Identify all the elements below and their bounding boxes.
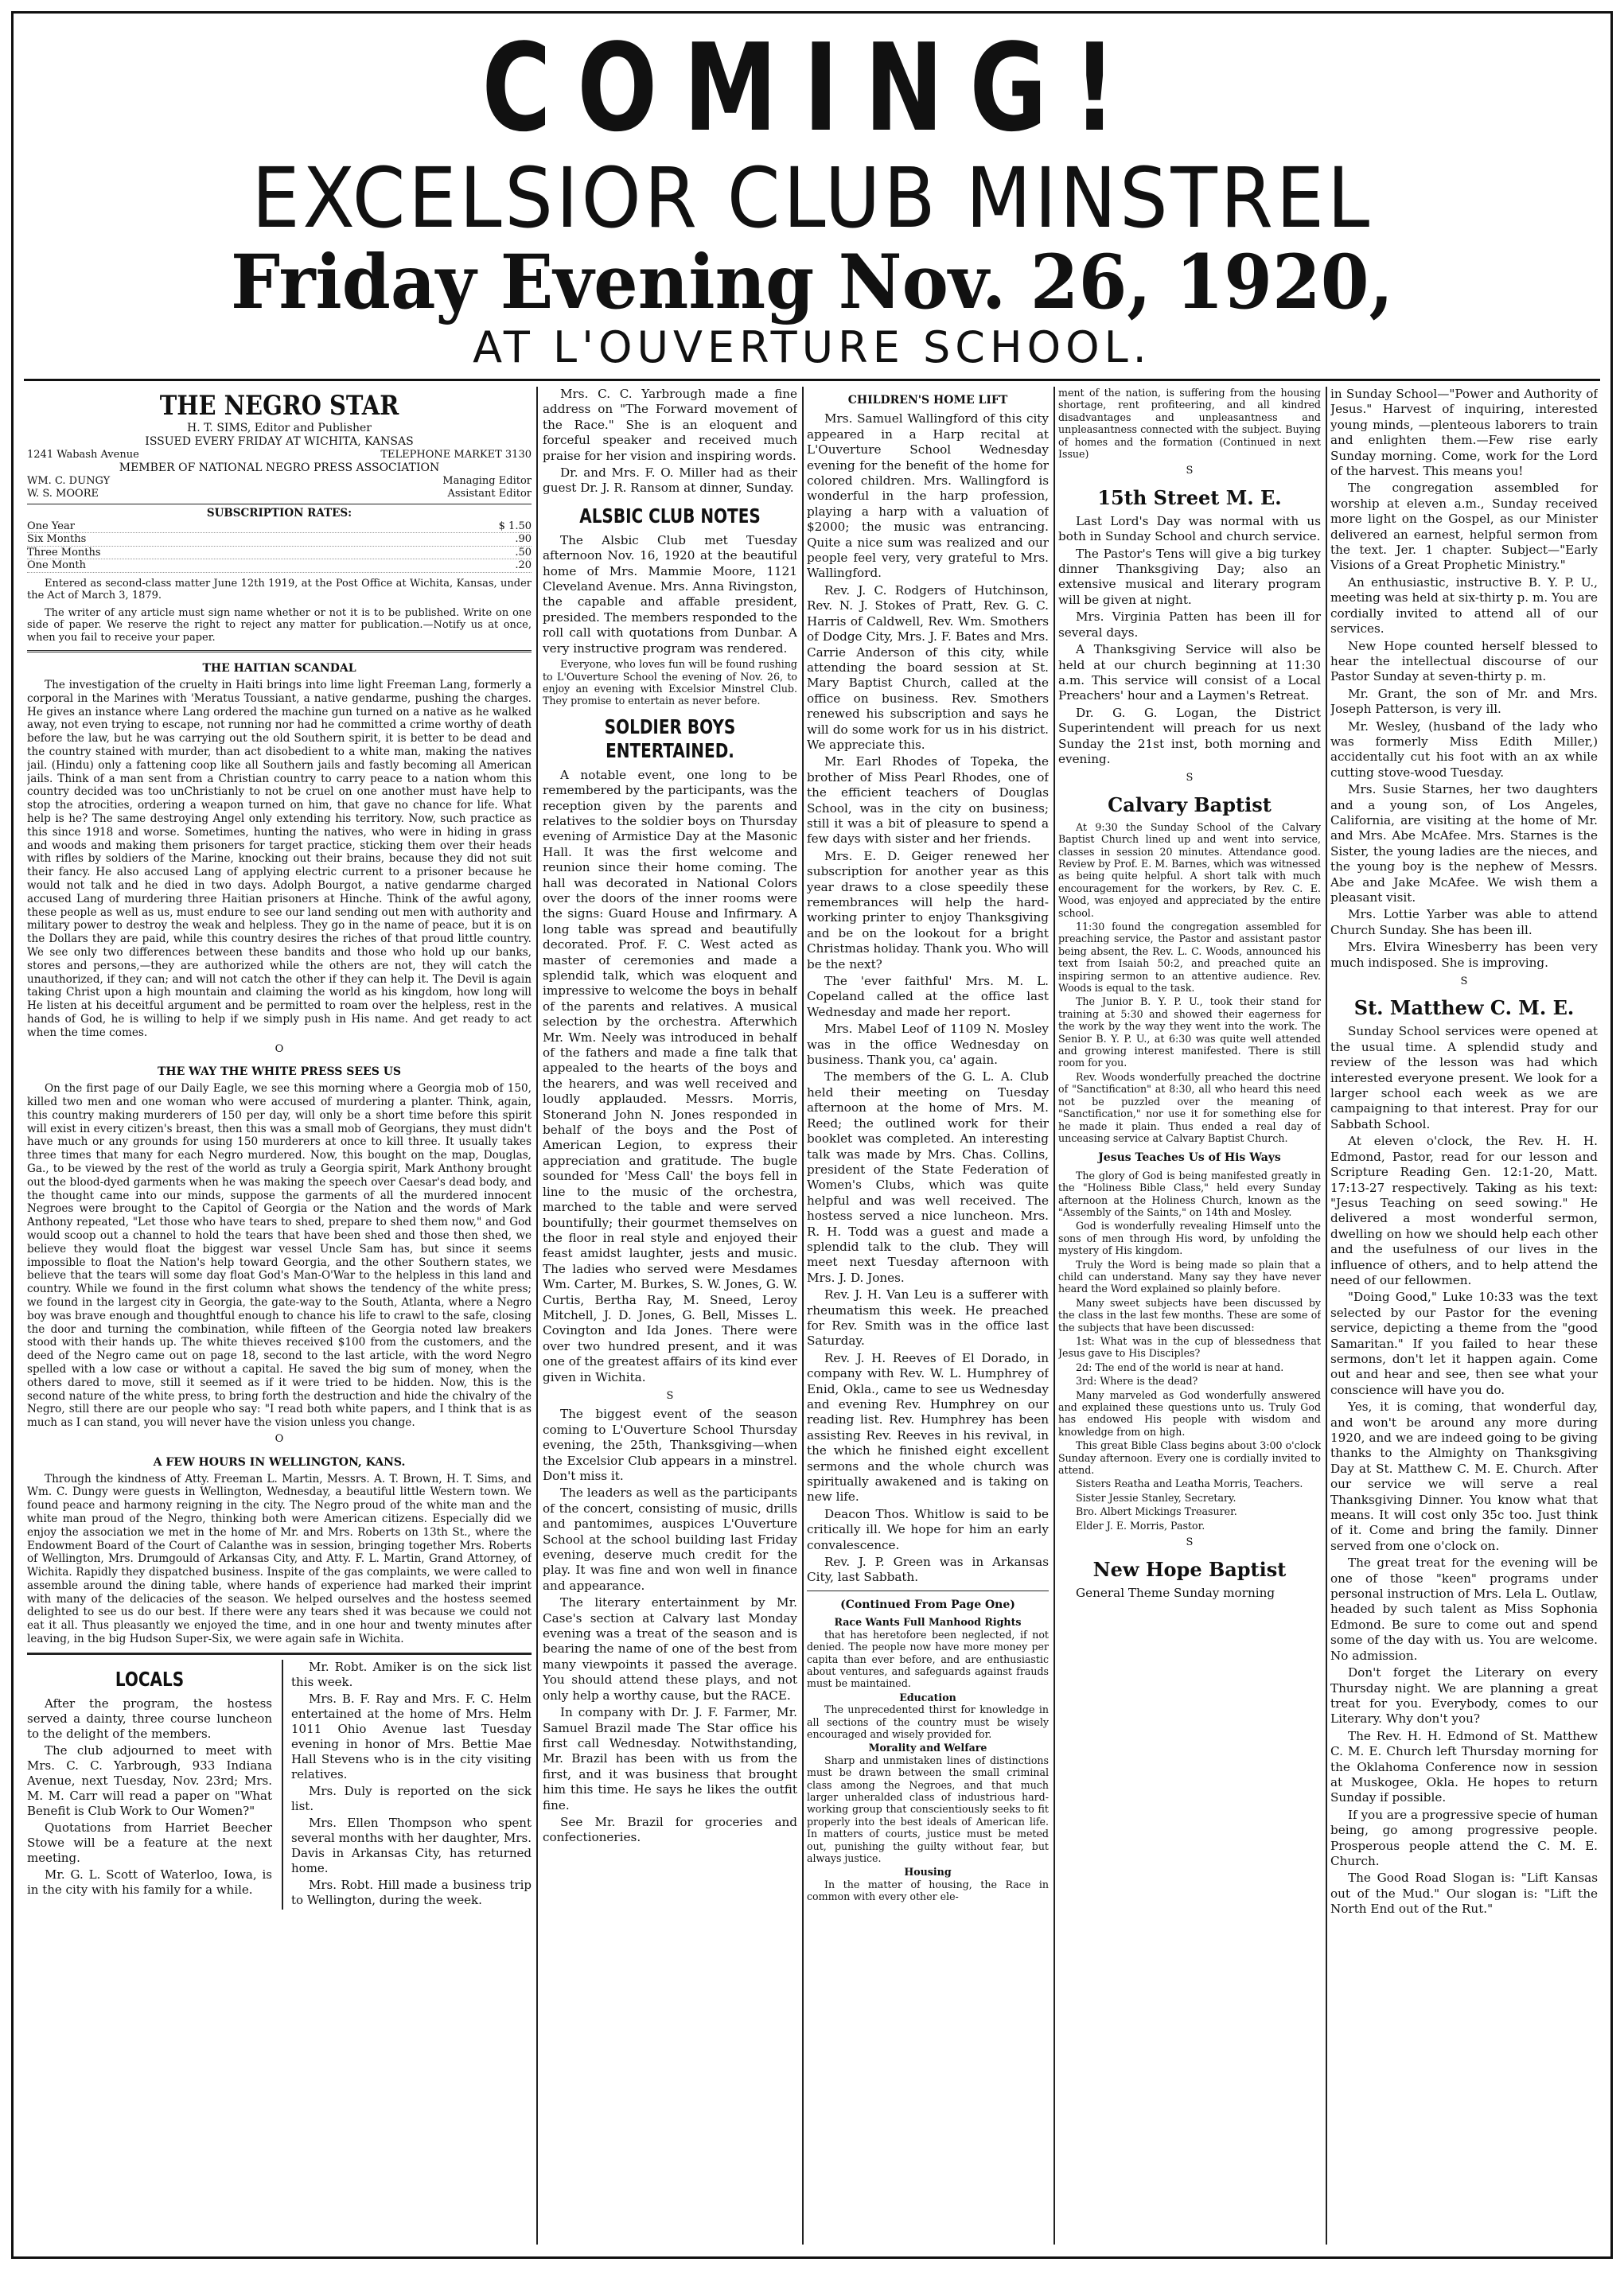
brazil-item: See Mr. Brazil for groceries and confectioneries. — [543, 1814, 797, 1845]
entered-notice: Entered as second-class matter June 12th 1919, at the Post Office at Wichita, Kansas, under the Act of March 3, 1879. — [27, 577, 532, 602]
rhodes-item: Mr. Earl Rhodes of Topeka, the brother of Miss Pearl Rhodes, one of the efficient teachers of Douglas School, was in the city on business; still it was a bit of pleasure to spend a few days with sister and her friends. — [807, 754, 1049, 847]
banner-rule — [24, 379, 1600, 381]
rates-title: SUBSCRIPTION RATES: — [27, 504, 532, 520]
rodgers-item: Rev. J. C. Rodgers of Hutchinson, Rev. N. J. Stokes of Pratt, Rev. G. C. Harris of Caldwell, Rev. Wm. Smothers of Dodge City, Mrs. J. F. Bates and Mrs. Carrie Anderson of this city, while attending the board session at St. Mary Baptist Church, called at the office on business. Rev. Smothers renewed his subscription and says he will do some work for us in his district. We appreciate this. — [807, 582, 1049, 752]
whitlow-item: Deacon Thos. Whitlow is said to be critically ill. We hope for him an early convalescence. — [807, 1506, 1049, 1552]
separator: S — [1186, 1536, 1194, 1549]
calvary-item: Rev. Woods wonderfully preached the doctrine of "Sanctification" at 8:30, all who heard this need not be puzzled over the meaning of "Sanctification," nor use it for something else for he made it plain. Thus ended a real day of unceasing service at Calvary Baptist Church. — [1058, 1070, 1321, 1144]
treat-item: The great treat for the evening will be one of those "keen" programs under personal instruction of Mrs. Lela L. Outlaw, headed by such talent as Miss Sophonia Edmond. Be sure to come out and spend some of the day with us. You are welcome. No admission. — [1330, 1556, 1598, 1663]
rate-row — [27, 547, 532, 560]
locals-title: LOCALS — [115, 1667, 185, 1691]
jesus-item: Many marveled as God wonderfully answered and explained these questions unto us. Truly God has endowed His people with wisdom and knowledge from on high. — [1058, 1388, 1321, 1438]
rate-price: $ 1.50 — [498, 520, 532, 532]
albic-note: Everyone, who loves fun will be found rushing to L'Ouverture School the evening of Nov. 26, to enjoy an evening with Excelsior Minstrel Club. They promise to entertain as never before. — [543, 658, 797, 707]
doing-good-item: "Doing Good," Luke 10:33 was the text selected by our Pastor for the evening service, depicting a theme from the "good Samaritan." If you failed to hear these sermons, don't let it happen again. Come out and hear and see, then see what your conscience will have you do. — [1330, 1290, 1598, 1397]
farmer-item: In company with Dr. J. F. Farmer, Mr. Samuel Brazil made The Star office his first call Wednesday. Notwithstanding, Mr. Brazil has been with us from the first, and it was business that brought him this time. He says he likes the outfit fine. — [543, 1705, 797, 1812]
home-lift-body: Mrs. Samuel Wallingford of this city appeared in a Harp recital at L'Ouverture School Wednesday evening for the benefit of the home for colored children. Mrs. Wallingford is wonderful in the harp profession, playing a harp with a valuation of $2000; the music was entrancing. Quite a nice sum was realized and our people feel very, very grateful to Mrs. Wallingford. — [807, 411, 1049, 581]
column-rule — [536, 387, 538, 2245]
rate-row — [27, 559, 532, 573]
new-hope-continued: in Sunday School—"Power and Authority of Jesus." Harvest of inquiring, interested young minds, —plenteous laborers to train and enlighten them.—Few rise early Sunday morning. Come, work for the Lord of the harvest. This means you! — [1330, 387, 1598, 479]
rate-price: .90 — [515, 533, 532, 546]
separator: S — [1186, 772, 1194, 785]
biggest-item: The biggest event of the season coming to L'Ouverture School Thursday evening, the 25th, Thanksgiving—when the Excelsior Club appears in a minstrel. Don't miss it. — [543, 1407, 797, 1483]
morality-title: Morality and Welfare — [868, 1742, 987, 1754]
divider — [27, 650, 532, 652]
local-item: Mrs. Robt. Hill made a business trip to Wellington, during the week. — [291, 1877, 532, 1907]
column-1 — [27, 387, 532, 2245]
continued-title: (Continued From Page One) — [840, 1598, 1015, 1611]
rate-term: One Year — [27, 520, 75, 532]
patten-item: Mrs. Virginia Patten has been ill for several days. — [1058, 609, 1321, 640]
green-item: Rev. J. P. Green was in Arkansas City, last Sabbath. — [807, 1555, 1049, 1585]
continued-subtitle: Race Wants Full Manhood Rights — [834, 1616, 1022, 1629]
secretary-line: Sister Jessie Stanley, Secretary. — [1076, 1491, 1236, 1504]
locals-column-b — [282, 1660, 532, 1910]
masthead-address: 1241 Wabash Avenue — [27, 449, 139, 461]
winesberry-item: Mrs. Elvira Winesberry has been very much indisposed. She is improving. — [1330, 940, 1598, 970]
progressive-item: If you are a progressive specie of human being, go among progressive people. Prosperous people attend the C. M. E. Church. — [1330, 1807, 1598, 1868]
banner-excelsior: EXCELSIOR CLUB MINSTREL — [251, 150, 1373, 247]
locals-column-a — [27, 1660, 272, 1910]
fifteenth-item: Last Lord's Day was normal with us both in Sunday School and church service. — [1058, 513, 1321, 544]
logan-item: Dr. G. G. Logan, the District Superintendent will preach for us next Sunday the 21st inst, both morning and evening. — [1058, 705, 1321, 766]
teachers-line: Sisters Reatha and Leatha Morris, Teachers. — [1076, 1478, 1303, 1490]
morality-body: Sharp and unmistaken lines of distinctions must be drawn between the small criminal class among the Negroes, and that much larger unheralded class of industrious hard-working group that conscientiously seeks to fit properly into the best ideals of American life. In matters of courts, justice must be meted out, punishing the guilty without fear, but always justice. — [807, 1754, 1049, 1864]
masthead-assistant-line — [27, 488, 532, 500]
rate-row — [27, 533, 532, 547]
masthead-address-line — [27, 449, 532, 461]
reeves-item: Rev. J. H. Reeves of El Dorado, in company with Rev. W. L. Humphrey of Enid, Okla., came to see us Wednesday and evening Rev. Humphrey on our reading list. Rev. Humphrey has been assisting Rev. Reeves in his revival, in the which he finished eight excellent sermons and the whole church was spiritually awakened and is taking on new life. — [807, 1350, 1049, 1505]
calvary-item: The Junior B. Y. P. U., took their stand for training at 5:30 and showed their eagerness for the work by the way they went into the work. The Senior B. Y. P. U., at 6:30 was quite well attended and growing interest manifested. There is still room for you. — [1058, 995, 1321, 1069]
vanleu-item: Rev. J. H. Van Leu is a sufferer with rheumatism this week. He preached for Rev. Smith was in the office last Saturday. — [807, 1287, 1049, 1349]
column-rule — [802, 387, 804, 2245]
rate-term: Six Months — [27, 533, 87, 546]
column-4 — [1058, 387, 1321, 2245]
local-item: Quotations from Harriet Beecher Stowe will be a feature at the next meeting. — [27, 1820, 272, 1865]
miller-item: Dr. and Mrs. F. O. Miller had as their guest Dr. J. R. Ransom at dinner, Sunday. — [543, 465, 797, 496]
masthead-telephone: TELEPHONE MARKET 3130 — [380, 449, 532, 461]
pastor-tens-item: The Pastor's Tens will give a big turkey dinner Thanksgiving Day; also an extensive musical and literary program will be given at night. — [1058, 546, 1321, 607]
literary-item: The literary entertainment by Mr. Case's section at Calvary last Monday evening was a treat of the season and is bearing the name of one of the best from many viewpoints it passed the average. You should attend these plays, and not only help a worthy cause, but the RACE. — [543, 1595, 797, 1703]
masthead-managing: WM. C. DUNGY — [27, 475, 111, 487]
thanksgiving-item: A Thanksgiving Service will also be held at our church beginning at 11:30 a.m. This service will consist of a Local Preachers' hour and a Laymen's Retreat. — [1058, 642, 1321, 703]
separator: S — [1186, 465, 1194, 477]
bypu-item: An enthusiastic, instructive B. Y. P. U., meeting was held at six-thirty p. m. You are cordially invited to attend all of our services. — [1330, 574, 1598, 637]
education-body: The unprecedented thirst for knowledge in all sections of the country must be wisely encouraged and wisely provided for. — [807, 1703, 1049, 1740]
congregation-item: The congregation assembled for worship at eleven a.m., Sunday received more light on the Gospel, as our Minister delivered an earnest, helpful sermon from the text. Jer. 1 chapter. Subject—"Early Visions of a Great Prophetic Ministry." — [1330, 481, 1598, 573]
masthead-issued: ISSUED EVERY FRIDAY AT WICHITA, KANSAS — [145, 435, 414, 448]
matthew-item: At eleven o'clock, the Rev. H. H. Edmond, Pastor, read for our lesson and Scripture Reading Gen. 12:1-20, Matt. 17:13-27 respectively. Taking as his text: "Jesus Teaching on seed sowing." He delivered a most wonderful sermon, dwelling on how we should help each other and the usefulness of our lives in the influence of others, and to help attend the need of our fellowmen. — [1330, 1134, 1598, 1287]
jesus-item: Truly the Word is being made so plain that a child can understand. Many say they have never heard the Word explained so plainly before. — [1058, 1258, 1321, 1295]
leof-item: Mrs. Mabel Leof of 1109 N. Mosley was in the office Wednesday on business. Thank you, ca' again. — [807, 1022, 1049, 1068]
rate-price: .50 — [515, 546, 532, 559]
continued-body: that has heretofore been neglected, if not denied. The people now have more money per capita than ever before, and are enthusiastic about ventures, and safeguards against frauds must be maintained. — [807, 1628, 1049, 1690]
geiger-item: Mrs. E. D. Geiger renewed her subscription for another year as this year draws to a close speedily these remembrances will help the hard-working printer to enjoy Thanksgiving and be on the lookout for a bright Christmas holiday. Thank you. Who will be the next? — [807, 848, 1049, 971]
copeland-item: The 'ever faithful' Mrs. M. L. Copeland called at the office last Wednesday and made her report. — [807, 974, 1049, 1019]
treasurer-line: Bro. Albert Mickings Treasurer. — [1076, 1505, 1237, 1518]
new-hope-title: New Hope Baptist — [1092, 1557, 1287, 1581]
gla-item: The members of the G. L. A. Club held their meeting on Tuesday afternoon at the home of Mrs. M. Reed; the outlined work for their booklet was completed. An interesting talk was made by Mrs. Chas. Collins, president of the State Federation of Women's Clubs, which was quite helpful and was well received. The hostess served a nice luncheon. Mrs. R. H. Todd was a guest and made a splendid talk to the club. They will meet next Tuesday afternoon with Mrs. J. D. Jones. — [807, 1069, 1049, 1285]
local-item: Mrs. Ellen Thompson who spent several months with her daughter, Mrs. Davis in Arkansas City, has returned home. — [291, 1815, 532, 1875]
question-item: 2d: The end of the world is near at hand. — [1076, 1361, 1284, 1373]
masthead-assistant-role: Assistant Editor — [447, 488, 532, 500]
banner-coming: COMING! — [481, 18, 1143, 158]
local-item: Mrs. B. F. Ray and Mrs. F. C. Helm entertained at the home of Mrs. Helm 1011 Ohio Avenue last Tuesday evening in honor of Mrs. Bettie Mae Hall Stevens who is in the city visiting relatives. — [291, 1691, 532, 1781]
column-rule — [1053, 387, 1055, 2245]
banner — [24, 16, 1600, 374]
column-5 — [1330, 387, 1598, 2245]
rate-term: One Month — [27, 559, 86, 572]
slogan-item: The Good Road Slogan is: "Lift Kansas out of the Mud." Our slogan is: "Lift the North End out of the Rut." — [1330, 1871, 1598, 1917]
new-hope-blessed-item: New Hope counted herself blessed to hear the intellectual discourse of our Pastor Sunday at seven-thirty p. m. — [1330, 638, 1598, 684]
rate-price: .20 — [515, 559, 532, 572]
jesus-item: The glory of God is being manifested greatly in the "Holiness Bible Class," held every Sunday afternoon at the Holiness Church, known as the "Assembly of the Saints," on 14th and Mosley. — [1058, 1169, 1321, 1218]
column-3 — [807, 387, 1049, 2245]
fifteenth-street-title: 15th Street M. E. — [1097, 485, 1282, 509]
albic-title: ALSBIC CLUB NOTES — [579, 504, 761, 528]
calvary-item: 11:30 found the congregation assembled for preaching service, the Pastor and assistant pastor being absent, the Rev. L. C. Woods, announced his text from Isaiah 50:2, and preached quite an inspiring sermon to an attentive audience. Rev. Woods is equal to the task. — [1058, 921, 1321, 995]
banner-location: AT L'OUVERTURE SCHOOL. — [473, 322, 1151, 372]
separator: S — [666, 1389, 674, 1402]
calvary-title: Calvary Baptist — [1108, 792, 1272, 816]
literary-item: Don't forget the Literary on every Thursday night. We are planning a great treat for you. Everybody, comes to our Literary. Why don't you? — [1330, 1665, 1598, 1727]
masthead-editor: H. T. SIMS, Editor and Publisher — [187, 422, 372, 434]
yarber-item: Mrs. Lottie Yarber was able to attend Church Sunday. She has been ill. — [1330, 907, 1598, 937]
local-item: The club adjourned to meet with Mrs. C. C. Yarbrough, 933 Indiana Avenue, next Tuesday, Nov. 23rd; Mrs. M. M. Carr will read a paper on "What Benefit is Club Work to Our Women?" — [27, 1742, 272, 1818]
masthead-managing-line — [27, 475, 532, 488]
coming-item: Yes, it is coming, that wonderful day, and won't be around any more during 1920, and we are indeed going to be giving thanks to the Almighty on Thanksgiving Day at St. Matthew C. M. E. Church. After our service we will serve a real Thanksgiving Dinner. You know what that means. It will cost only 35c too. Just think of it. Come and bring the family. Dinner served from one o'clock on. — [1330, 1400, 1598, 1553]
question-item: 3rd: Where is the dead? — [1076, 1375, 1198, 1388]
housing-continued: ment of the nation, is suffering from the housing shortage, rent profiteering, and all kindred disadvantages and unpleasantness and unpleasantness connected with the subject. Buying of homes and the formation (Continued in next Issue) — [1058, 387, 1321, 461]
question-item: 1st: What was in the cup of blessedness that Jesus gave to His Disciples? — [1058, 1335, 1321, 1360]
local-item: Mr. G. L. Scott of Waterloo, Iowa, is in the city with his family for a while. — [27, 1867, 272, 1897]
white-press-title: THE WAY THE WHITE PRESS SEES US — [157, 1065, 402, 1079]
separator: S — [1460, 975, 1468, 988]
jesus-item: Many sweet subjects have been discussed by the class in the last few months. These are some of the subjects that have been discussed: — [1058, 1296, 1321, 1334]
banner-date: Friday Evening Nov. 26, 1920, — [230, 239, 1394, 326]
haitian-title: THE HAITIAN SCANDAL — [202, 662, 356, 676]
column-2 — [543, 387, 797, 2245]
edmond-item: The Rev. H. H. Edmond of St. Matthew C. M. E. Church left Thursday morning for the Oklahoma Conference now in session at Muskogee, Okla. He hopes to return Sunday if possible. — [1330, 1728, 1598, 1805]
haitian-body: The investigation of the cruelty in Haiti brings into lime light Freeman Lang, formerly a corporal in the Marines with 'Meratus Toussiant, a native gendarme, pushing the charges. He gives an instance where Lang ordered the machine gun turned on a native as he walked away, not even trying to escape, not running nor had he committed a crime worthy of death before the law, but he was carrying out the old Southern spirit, it is better to be dead and the country stained with murder, than act disobedient to a white man, making the natives jail. (Hindu) only a fattening coop like all Southern jails and fastly becoming all American jails. Think of a man sent from a Christian country to carry peace to a nation whom this country decided was too unChristianly to not be cruel on one another must have help to stop the atrocities, ordering a weapon turned on him, that gave no chance for life. What help is he? The same destroying Angel only extending his territory. Now, such practice as this since 1918 and worse. Sometimes, hunting the natives, who were in hiding in grass and woods and making them prisoners for target practice, sticking them over their heads with rifles by soldiers of the Marine, knocking out their brains, because they did not suit their fancy. He also accused Lang of applying electric current to a prisoner because he would not talk and he died in two days. Adolph Bourgot, a native gendarme charged accused Lang of murdering three Haitian prisoners at Hinche. Think of the awful agony, these people as well as us, must endure to see our land sending out men with authority and military power to destroy the weak and helpless. They go in the name of peace, but it is on the Dollars they are paid, while this country desires the riches of that proud little country. We see only two differences between these bandits and those who hold up our banks, stores and persons,—they are authorized while the others are not, they will catch the unauthorized, if they can; and will not catch the other if they can help it. The Devil is again taking Christ upon a high mountain and claiming the world as his kingdom, how long will He listen at his deceitful argument and be permitted to roam over the helpless, rest in the hands of God, he is willing to help if we simply push in His name. And get ready to act when the time comes. — [27, 679, 532, 1039]
separator: O — [275, 1042, 284, 1055]
housing-body: In the matter of housing, the Race in common with every other ele- — [807, 1878, 1049, 1903]
rate-term: Three Months — [27, 546, 101, 559]
masthead-managing-role: Managing Editor — [442, 475, 532, 487]
leaders-item: The leaders as well as the participants of the concert, consisting of music, drills and pantomimes, auspices L'Ouverture School at the school building last Friday evening, deserve much credit for the play. It was fine and won well in finance and appearance. — [543, 1485, 797, 1593]
new-hope-item: General Theme Sunday morning — [1076, 1585, 1275, 1600]
soldier-body: A notable event, one long to be remembered by the participants, was the reception given by the parents and relatives to the soldier boys on Thursday evening of Armistice Day at the Masonic Hall. It was the first welcome and reunion since their home coming. The hall was decorated in National Colors over the doors of the inner rooms were the signs: Guard House and Infirmary. A long table was spread and beautifully decorated. Prof. F. C. West acted as master of ceremonies and made a splendid talk, which was eloquent and impressive to welcome the boys in behalf of the parents and relatives. A musical selection by the orchestra. Afterwhich Mr. Wm. Neely was introduced in behalf of the fathers and made a fine talk that appealed to the hearts of the boys and the hearers, and was well received and loudly applauded. Messrs. Morris, Stonerand John N. Jones responded in behalf of the boys and the Post of American Legion, to express their appreciation and gratitude. The bugle sounded for 'Mess Call' the boys fell in line to the music of the orchestra, marched to the table and were served bountifully; their gourmet themselves on the floor in real style and enjoyed their feast amidst laughter, jests and music. The ladies who served were Mesdames Wm. Carter, M. Burkes, S. W. Jones, G. W. Curtis, Bertha Ray, M. Sneed, Leroy Mitchell, J. D. Jones, G. Bell, Misses L. Covington and Ida Jones. There were over two hundred present, and it was one of the greatest affairs of its kind ever given in Wichita. — [543, 767, 797, 1384]
yarbrough-item: Mrs. C. C. Yarbrough made a fine address on "The Forward movement of the Race." She is an eloquent and forceful speaker and received much praise for her vision and inspiring words. — [543, 387, 797, 463]
masthead-assistant: W. S. MOORE — [27, 488, 99, 500]
separator: O — [275, 1432, 284, 1445]
home-lift-title: CHILDREN'S HOME LIFT — [847, 394, 1008, 407]
matthew-item: Sunday School services were opened at the usual time. A splendid study and review of the lesson was had which interested everyone present. We look for a larger school each week as we are campaigning to that interest. Pray for our Sabbath School. — [1330, 1024, 1598, 1131]
wellington-body: Through the kindness of Atty. Freeman L. Martin, Messrs. A. T. Brown, H. T. Sims, and Wm. C. Dungy were guests in Wellington, Wednesday, a beautiful little Western town. We found peace and harmony reigning in the city. The Negro proud of the white man and the white man proud of the Negro, thinking both were American citizens. Especially did we enjoy the association we met in the home of Mr. and Mrs. Roberts on 13th St., where the Endowment Board of the Court of Calanthe was in session, bringing together Mrs. Roberts of Wellington, Mrs. Drumgould of Arkansas City, and Atty. F. L. Martin, Grand Attorney, of Wichita. Rapidly they dispatched business. Inspite of the gas complaints, we were called to assemble around the dining table, where hands of experience had marked their imprint with many of the delicacies of the season. We helped ourselves and the hostess seemed delighted to see us do our best. If there were any tears shed it was because we could not eat it all. Thus pleasantly we enjoyed the time, and in one hour and twenty minutes after leaving, in the big Hudson Super-Six, we were again safe in Wichita. — [27, 1472, 532, 1646]
jesus-item: This great Bible Class begins about 3:00 o'clock Sunday afternoon. Every one is cordially invited to attend. — [1058, 1439, 1321, 1477]
rate-row — [27, 520, 532, 534]
starnes-item: Mrs. Susie Starnes, her two daughters and a young son, of Los Angeles, California, are visiting at the home of Mr. and Mrs. Abe McAfee. Mrs. Starnes is the Sister, the young ladies are the nieces, and the young boy is the nephew of Messrs. Abe and Jake McAfee. We wish them a pleasant visit. — [1330, 782, 1598, 905]
wellington-title: A FEW HOURS IN WELLINGTON, KANS. — [153, 1455, 406, 1469]
white-press-body: On the first page of our Daily Eagle, we see this morning where a Georgia mob of 150, killed two men and one woman who were accused of murdering a planter. Think, again, this country making murderers of 150 per day, will only be a short time before this spirit will exist in every citizen's breast, then this was a small mob of Georgians, they must didn't have much or any grounds for using 150 murderers at once to kill three. It usually takes three times that many for each Negro murdered. Now, this bought on the map, Douglas, Ga., to be viewed by the rest of the world as truly a Georgia spirit, Mark Anthony brought out the blood-dyed garments when he was making the speech over Caesar's dead body, and the thought came into our minds, suppose the garments of all the murdered innocent Negroes were brought to the Capitol of Georgia or the Nation and the words of Mark Anthony repeated, "Let those who have tears to shed, prepare to shed them now," and God would scoop out a channel to hold the tears that have been shed and those then shed, we believe they would float the biggest war vessel Uncle Sam has, but since it seems impossible to float the Nation's help toward Georgia, and the other Southern states, we believe that the tears will some day float God's Man-O'War to the helpless in this land and country. While we found in the first column what shows the tendency of the white press; we found in the largest city in Georgia, the gate-way to the South, Atlanta, where a Negro boy was brave enough and thoughtful enough to chance his life to crawl to the safe, closing the door and turning the combination, while fifteen of the Georgia noted law breakers stood with their hands up. The white thieves received $100 from the customers, and the deed of the Negro came out on page 18, second to the last article, with the word Negro spelled with a low case or without a capital. He saved the big sum of money, when the others dared to move, still it seemed as if it were tried to be hidden. Now, this is the second nature of the white press, to bring forth the destruction and hide the chivalry of the Negro, still there are our people who say: "I read both white papers, and I think that is as much as I can stand, you will never have the vision unless you change. — [27, 1082, 532, 1430]
jesus-item: God is wonderfully revealing Himself unto the sons of men through His word, by unfolding the mystery of His kingdom. — [1058, 1220, 1321, 1257]
soldier-title: SOLDIER BOYS ENTERTAINED. — [604, 714, 736, 762]
local-item: Mrs. Duly is reported on the sick list. — [291, 1783, 532, 1813]
housing-title: Housing — [904, 1866, 952, 1879]
local-item: Mr. Robt. Amiker is on the sick list this week. — [291, 1659, 532, 1689]
pastor-line: Elder J. E. Morris, Pastor. — [1076, 1519, 1205, 1532]
column-rule — [1326, 387, 1327, 2245]
locals-section — [27, 1653, 532, 1910]
grant-item: Mr. Grant, the son of Mr. and Mrs. Joseph Patterson, is very ill. — [1330, 686, 1598, 717]
wesley-item: Mr. Wesley, (husband of the lady who was formerly Miss Edith Miller,) accidentally cut his foot with an ax while cutting stove-wood Tuesday. — [1330, 718, 1598, 780]
masthead-member: MEMBER OF NATIONAL NEGRO PRESS ASSOCIATION — [119, 461, 440, 474]
policy-notice: The writer of any article must sign name whether or not it is to be published. Write on one side of paper. We reserve the right to reject any matter for publication.—Notify us at once, when you fail to receive your paper. — [27, 606, 532, 644]
local-item: After the program, the hostess served a dainty, three course luncheon to the delight of the members. — [27, 1696, 272, 1741]
calvary-item: At 9:30 the Sunday School of the Calvary Baptist Church lined up and went into service, classes in session 20 minutes. Attendance good. Review by Prof. E. M. Barnes, which was witnessed as being quite helpful. A short talk with much encouragement for the workers, by Rev. C. E. Wood, was enjoyed and appreciated by the entire school. — [1058, 820, 1321, 919]
jesus-title: Jesus Teaches Us of His Ways — [1098, 1151, 1281, 1165]
masthead-title: THE NEGRO STAR — [159, 390, 399, 422]
albic-body: The Alsbic Club met Tuesday afternoon Nov. 16, 1920 at the beautiful home of Mrs. Mammie Moore, 1121 Cleveland Avenue. Mrs. Anna Rivingston, the capable and affable president, presided. The members responded to the roll call with quotations from Dunbar. A very instructive program was rendered. — [543, 532, 797, 656]
education-title: Education — [899, 1691, 956, 1703]
st-matthew-title: St. Matthew C. M. E. — [1353, 996, 1575, 1020]
